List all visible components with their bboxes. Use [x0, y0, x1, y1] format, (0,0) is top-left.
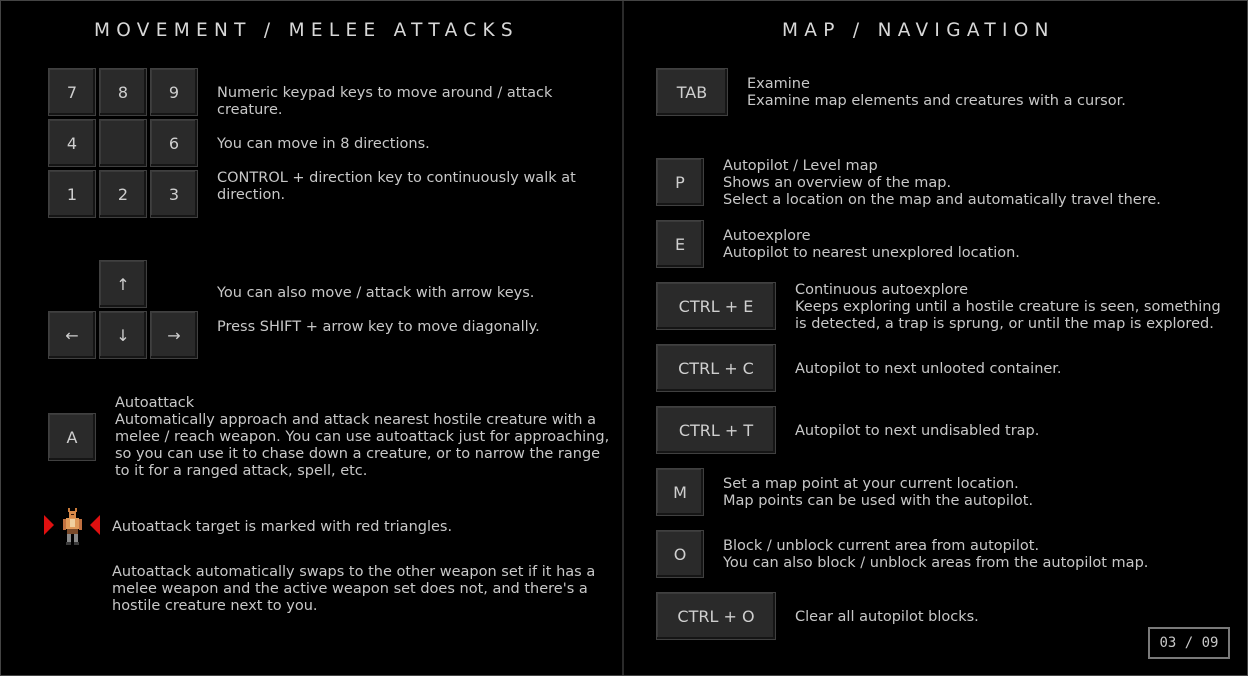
- autoattack-line: melee / reach weapon. You can use autoattack just for approaching,: [115, 429, 610, 445]
- weapon-swap-note: [112, 564, 595, 615]
- autoattack-description: [115, 395, 609, 480]
- autopilot-description: [723, 158, 1161, 209]
- entry-line: You can also block / unblock areas from the autopilot map.: [723, 555, 1149, 571]
- column-divider: [622, 1, 624, 675]
- keypad-key-1: 1: [48, 170, 96, 218]
- arrow-down-key: ↓: [99, 311, 147, 359]
- examine-description: [747, 76, 1126, 110]
- o-key: O: [656, 530, 704, 578]
- keypad-desc-line: Numeric keypad keys to move around / attack: [217, 85, 553, 101]
- keypad-control-note: [217, 170, 576, 204]
- ctrl-o-key: CTRL + O: [656, 592, 776, 640]
- target-marker-note: Autoattack target is marked with red triangles.: [112, 519, 453, 535]
- arrow-left-key: ←: [48, 311, 96, 359]
- entry-line: Shows an overview of the map.: [723, 175, 952, 191]
- keypad-key-4: 4: [48, 119, 96, 167]
- ctrl-t-key: CTRL + T: [656, 406, 776, 454]
- movement-section-title: MOVEMENT / MELEE ATTACKS: [94, 20, 519, 41]
- entry-line: Autopilot / Level map: [723, 158, 878, 174]
- keypad-description: [217, 85, 552, 119]
- page-indicator: 03 / 09: [1148, 627, 1230, 659]
- weapon-swap-line: Autoattack automatically swaps to the other weapon set if it has a: [112, 564, 596, 580]
- arrow-right-key: →: [150, 311, 198, 359]
- entry-line: Examine: [747, 76, 810, 92]
- block-area-description: [723, 538, 1148, 572]
- tab-key: TAB: [656, 68, 728, 116]
- e-key: E: [656, 220, 704, 268]
- entry-line: Autopilot to nearest unexplored location.: [723, 245, 1020, 261]
- keypad-desc-line: direction.: [217, 187, 286, 203]
- undisabled-trap-description: Autopilot to next undisabled trap.: [795, 423, 1040, 439]
- ctrl-e-key: CTRL + E: [656, 282, 776, 330]
- p-key: P: [656, 158, 704, 206]
- entry-line: Keeps exploring until a hostile creature is seen, something: [795, 299, 1221, 315]
- autoattack-line: to it for a ranged attack, spell, etc.: [115, 463, 368, 479]
- autoattack-line: so you can use it to chase down a creature, or to narrow the range: [115, 446, 601, 462]
- arrow-up-key: ↑: [99, 260, 147, 308]
- clear-blocks-description: Clear all autopilot blocks.: [795, 609, 979, 625]
- humanoid-creature-sprite: [63, 508, 82, 545]
- m-key: M: [656, 468, 704, 516]
- entry-line: Block / unblock current area from autopilot.: [723, 538, 1040, 554]
- entry-line: Autoexplore: [723, 228, 811, 244]
- unlooted-container-description: Autopilot to next unlooted container.: [795, 361, 1062, 377]
- entry-line: Set a map point at your current location.: [723, 476, 1019, 492]
- red-triangle-icon: [90, 515, 100, 535]
- keypad-key-3: 3: [150, 170, 198, 218]
- autoattack-title: Autoattack: [115, 395, 195, 411]
- keypad-desc-line: creature.: [217, 102, 283, 118]
- entry-line: is detected, a trap is sprung, or until the map is explored.: [795, 316, 1214, 332]
- weapon-swap-line: melee weapon and the active weapon set does not, and there's a: [112, 581, 588, 597]
- weapon-swap-line: hostile creature next to you.: [112, 598, 318, 614]
- entry-line: Examine map elements and creatures with a cursor.: [747, 93, 1126, 109]
- autoattack-key: A: [48, 413, 96, 461]
- autoattack-line: Automatically approach and attack nearest hostile creature with a: [115, 412, 596, 428]
- continuous-autoexplore-description: [795, 282, 1221, 333]
- arrows-description: You can also move / attack with arrow keys.: [217, 285, 535, 301]
- keypad-key-5: [99, 119, 147, 167]
- shift-diagonal-note: Press SHIFT + arrow key to move diagonally.: [217, 319, 540, 335]
- red-triangle-icon: [44, 515, 54, 535]
- entry-line: Continuous autoexplore: [795, 282, 969, 298]
- keypad-desc-line: CONTROL + direction key to continuously walk at: [217, 170, 576, 186]
- map-point-description: [723, 476, 1033, 510]
- entry-line: Select a location on the map and automatically travel there.: [723, 192, 1161, 208]
- entry-line: Map points can be used with the autopilot.: [723, 493, 1034, 509]
- autoexplore-description: [723, 228, 1020, 262]
- keypad-key-2: 2: [99, 170, 147, 218]
- autoattack-target-sprite: [42, 506, 102, 548]
- keypad-key-7: 7: [48, 68, 96, 116]
- keypad-key-9: 9: [150, 68, 198, 116]
- keypad-key-6: 6: [150, 119, 198, 167]
- keypad-directions-note: You can move in 8 directions.: [217, 136, 430, 152]
- keypad-key-8: 8: [99, 68, 147, 116]
- ctrl-c-key: CTRL + C: [656, 344, 776, 392]
- map-navigation-section-title: MAP / NAVIGATION: [782, 20, 1055, 41]
